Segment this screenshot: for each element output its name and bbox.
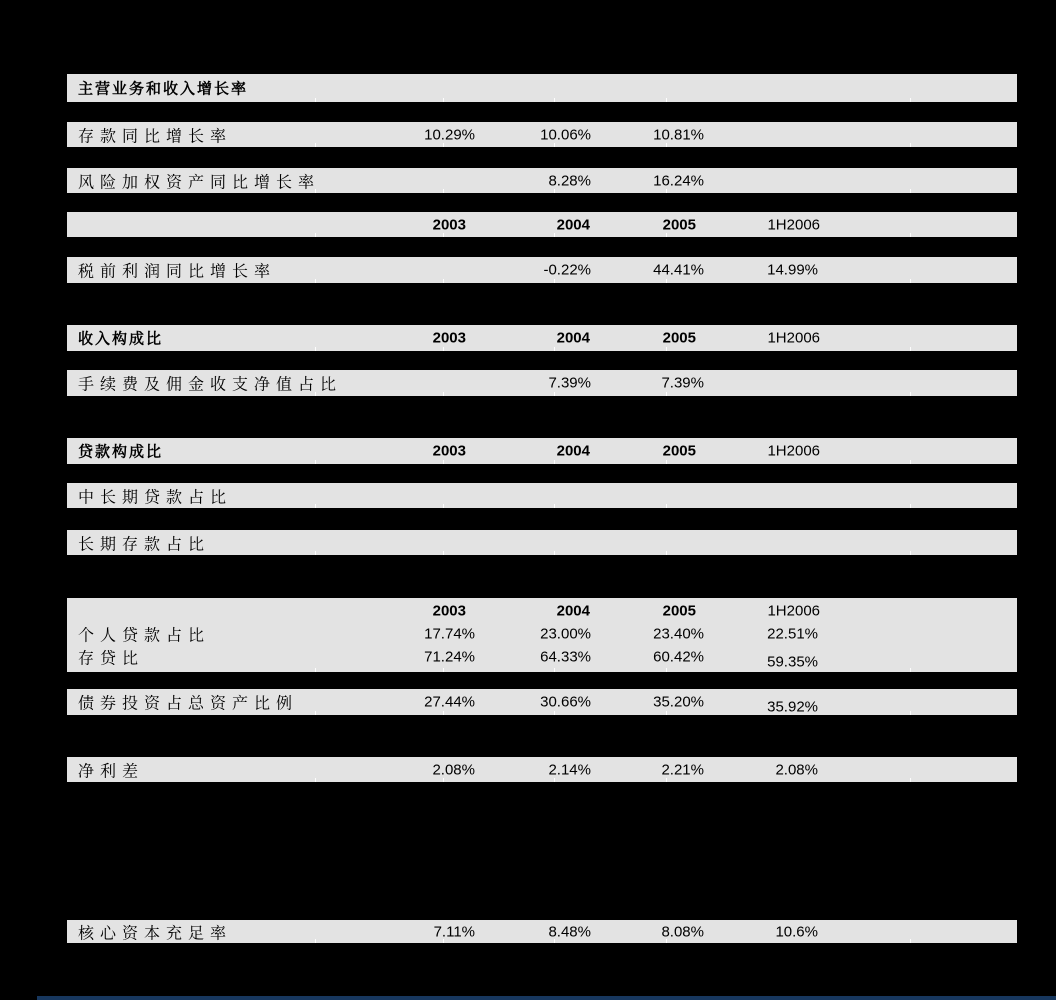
data-row-pretax-profit-growth (67, 257, 1017, 283)
row-label: 中长期贷款占比 (78, 487, 233, 506)
data-block-retail-ldr (67, 598, 1017, 672)
data-line-personal-loans (67, 623, 1017, 645)
value-2004: 2.14% (548, 761, 591, 778)
value-1h2006: 10.6% (775, 923, 818, 940)
data-row-fee-commission-ratio (67, 370, 1017, 396)
data-row-core-capital-adequacy (67, 920, 1017, 943)
row-label: 债券投资占总资产比例 (78, 693, 299, 713)
value-1h2006: 22.51% (767, 625, 818, 643)
value-2005: 7.39% (661, 374, 704, 392)
value-2003: 27.44% (424, 693, 475, 711)
data-line-loan-deposit-ratio (67, 646, 1017, 671)
data-row-long-term-deposits (67, 530, 1017, 555)
value-2005: 44.41% (653, 261, 704, 279)
value-1h2006: 35.92% (767, 698, 818, 716)
value-1h2006: 59.35% (767, 653, 818, 671)
value-2003: 7.11% (433, 923, 475, 940)
section-header-income-mix (67, 325, 1017, 351)
year-header-1h2006: 1H2006 (767, 329, 820, 347)
year-header-2005: 2005 (662, 216, 696, 233)
value-2004: -0.22% (543, 261, 591, 279)
year-header-row (67, 212, 1017, 237)
data-row-net-interest-spread (67, 757, 1017, 782)
year-header-2005: 2005 (662, 329, 696, 347)
value-2004: 10.06% (540, 126, 591, 143)
section-title: 收入构成比 (78, 329, 164, 348)
year-header-2003: 2003 (432, 602, 466, 620)
row-label: 存贷比 (78, 648, 145, 668)
value-2003: 10.29% (424, 126, 475, 143)
section-title-row (67, 74, 1017, 102)
data-row-rwa-growth (67, 168, 1017, 193)
year-header-2004: 2004 (556, 602, 590, 620)
row-label: 税前利润同比增长率 (78, 261, 277, 281)
year-header-1h2006: 1H2006 (767, 602, 820, 620)
year-header-2004: 2004 (556, 329, 590, 347)
year-header-2004: 2004 (556, 216, 590, 233)
value-2005: 10.81% (653, 126, 704, 143)
year-header-2003: 2003 (432, 329, 466, 347)
year-header-2003: 2003 (432, 216, 466, 233)
row-label: 核心资本充足率 (78, 923, 233, 942)
value-1h2006: 2.08% (775, 761, 818, 778)
section-header-loan-mix (67, 438, 1017, 464)
year-header-2003: 2003 (432, 442, 466, 460)
value-2005: 16.24% (653, 172, 704, 189)
row-label: 净利差 (78, 761, 145, 780)
section-title: 主营业务和收入增长率 (78, 79, 249, 98)
row-label: 风险加权资产同比增长率 (78, 172, 321, 191)
value-2003: 2.08% (432, 761, 475, 778)
value-2005: 35.20% (653, 693, 704, 711)
year-header-2005: 2005 (662, 442, 696, 460)
value-2004: 23.00% (540, 625, 591, 643)
value-2005: 2.21% (661, 761, 704, 778)
value-2004: 30.66% (540, 693, 591, 711)
data-row-mid-long-term-loans (67, 483, 1017, 508)
year-header-1h2006: 1H2006 (767, 442, 820, 460)
bottom-accent-line (37, 996, 1056, 1000)
row-label: 长期存款占比 (78, 534, 211, 553)
year-header-2005: 2005 (662, 602, 696, 620)
value-1h2006: 14.99% (767, 261, 818, 279)
value-2005: 8.08% (661, 923, 704, 940)
data-row-deposit-growth (67, 122, 1017, 147)
value-2004: 8.28% (548, 172, 591, 189)
value-2004: 7.39% (548, 374, 591, 392)
value-2003: 17.74% (424, 625, 475, 643)
year-header-2004: 2004 (556, 442, 590, 460)
year-header-1h2006: 1H2006 (767, 216, 820, 233)
value-2004: 64.33% (540, 648, 591, 666)
value-2005: 23.40% (653, 625, 704, 643)
data-row-bond-investment-ratio (67, 689, 1017, 715)
value-2005: 60.42% (653, 648, 704, 666)
row-label: 手续费及佣金收支净值占比 (78, 374, 343, 394)
row-label: 存款同比增长率 (78, 126, 233, 145)
value-2004: 8.48% (548, 923, 591, 940)
value-2003: 71.24% (424, 648, 475, 666)
row-label: 个人贷款占比 (78, 625, 211, 645)
section-title: 贷款构成比 (78, 442, 164, 461)
year-header-line (67, 600, 1017, 622)
